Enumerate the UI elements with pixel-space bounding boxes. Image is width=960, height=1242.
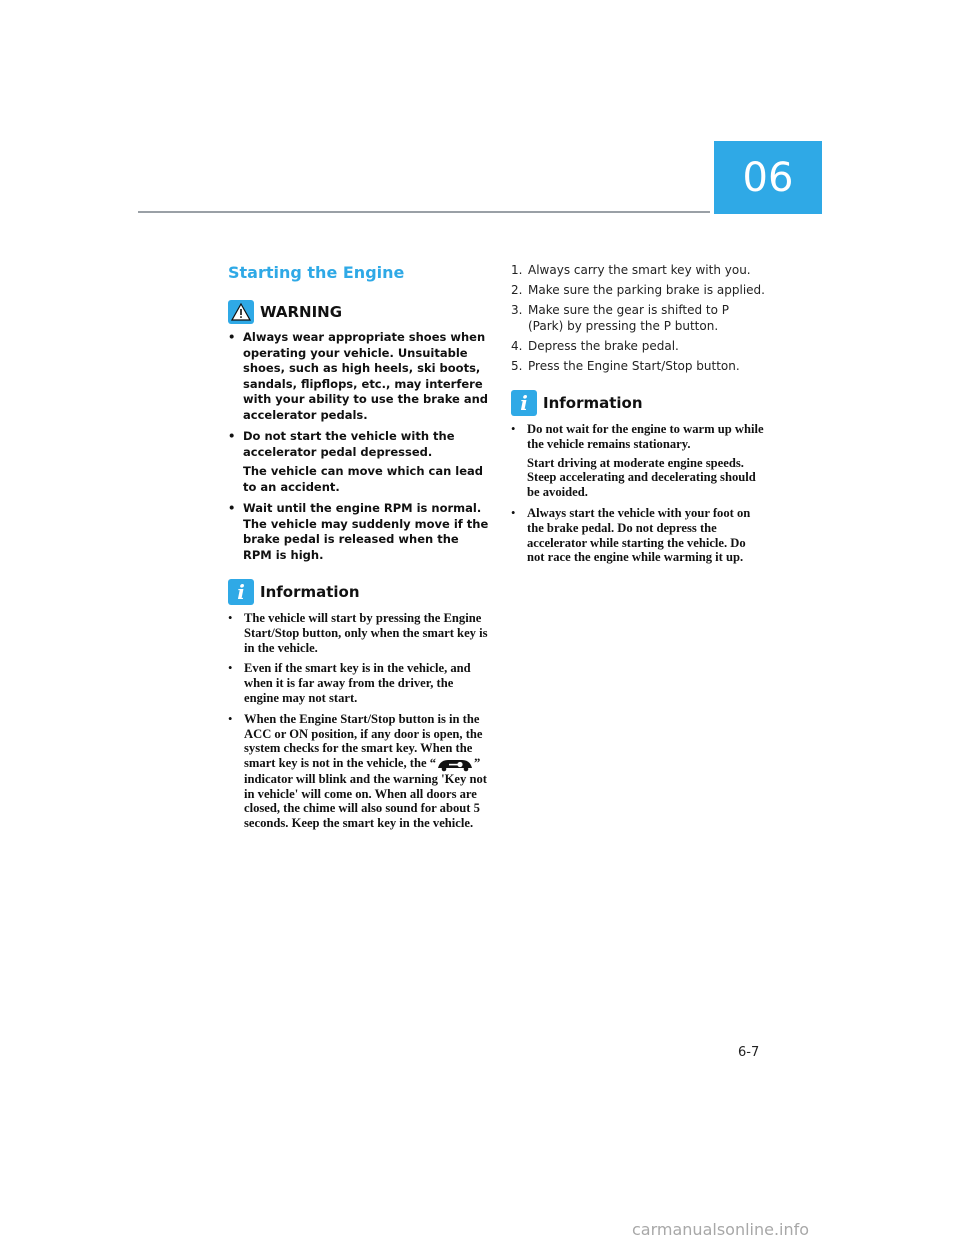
info-box-left [228, 579, 490, 831]
header-rule [138, 211, 710, 213]
section-title: Starting the Engine [228, 263, 405, 282]
step-item: 2. Make sure the parking brake is applied. [511, 283, 765, 297]
warning-title: WARNING [260, 303, 343, 321]
warning-box [228, 300, 490, 563]
steps-list [511, 262, 766, 374]
info-subtext: Start driving at moderate engine speeds. Steep accelerating and decelerating should be avoided. [527, 455, 756, 500]
info-icon: i [228, 579, 254, 605]
smart-key-icon [436, 757, 474, 772]
info-item: • Do not wait for the engine to warm up while the vehicle remains stationary. Start driving at moderate engine speeds. Steep accelerating and decelerating should be avoided. [511, 422, 766, 500]
info-header [511, 390, 766, 416]
page-number: 6-7 [738, 1045, 760, 1060]
step-item: 5. Press the Engine Start/Stop button. [511, 359, 740, 373]
chapter-tab [714, 141, 822, 214]
warning-list [228, 330, 490, 563]
info-list [511, 422, 766, 565]
info-box-right [511, 390, 766, 565]
watermark: carmanualsonline.info [632, 1220, 810, 1239]
warning-subtext: The vehicle can move which can lead to an accident. [243, 464, 484, 494]
info-header [228, 579, 490, 605]
info-title: Information [543, 394, 643, 412]
warning-item: • Wait until the engine RPM is normal. The vehicle may suddenly move if the brake pedal is released when the RPM is high. [228, 501, 490, 563]
left-column [228, 300, 490, 837]
info-item: • When the Engine Start/Stop button is in the ACC or ON position, if any door is open, the system checks for the smart key. When the smart key is not in the vehicle, the “ ” indicator will blink and the warning 'Key not in vehicle' will come on. When all doors are closed, the chime will also sound for about 5 seconds. Keep the smart key in the vehicle. [228, 712, 490, 831]
info-item: • Always start the vehicle with your foot on the brake pedal. Do not depress the accelerator while starting the vehicle. Do not race the engine while warming it up. [511, 506, 766, 565]
chapter-number: 06 [742, 154, 794, 201]
warning-item: • Always wear appropriate shoes when operating your vehicle. Unsuitable shoes, such as high heels, ski boots, sandals, flipflops, etc., may interfere with your ability to use the brake and accelerator pedals. [228, 330, 490, 423]
step-item: 4. Depress the brake pedal. [511, 339, 679, 353]
right-column [511, 262, 766, 571]
info-list [228, 611, 490, 831]
step-item: 1. Always carry the smart key with you. [511, 263, 751, 277]
info-item: • The vehicle will start by pressing the Engine Start/Stop button, only when the smart key is in the vehicle. [228, 611, 490, 655]
warning-triangle-icon [228, 300, 254, 324]
step-item: 3. Make sure the gear is shifted to P (Park) by pressing the P button. [511, 303, 729, 333]
info-title: Information [260, 583, 360, 601]
warning-header [228, 300, 490, 324]
info-item: • Even if the smart key is in the vehicle, and when it is far away from the driver, the engine may not start. [228, 661, 490, 705]
info-icon: i [511, 390, 537, 416]
warning-item: • Do not start the vehicle with the accelerator pedal depressed. The vehicle can move which can lead to an accident. [228, 429, 490, 495]
